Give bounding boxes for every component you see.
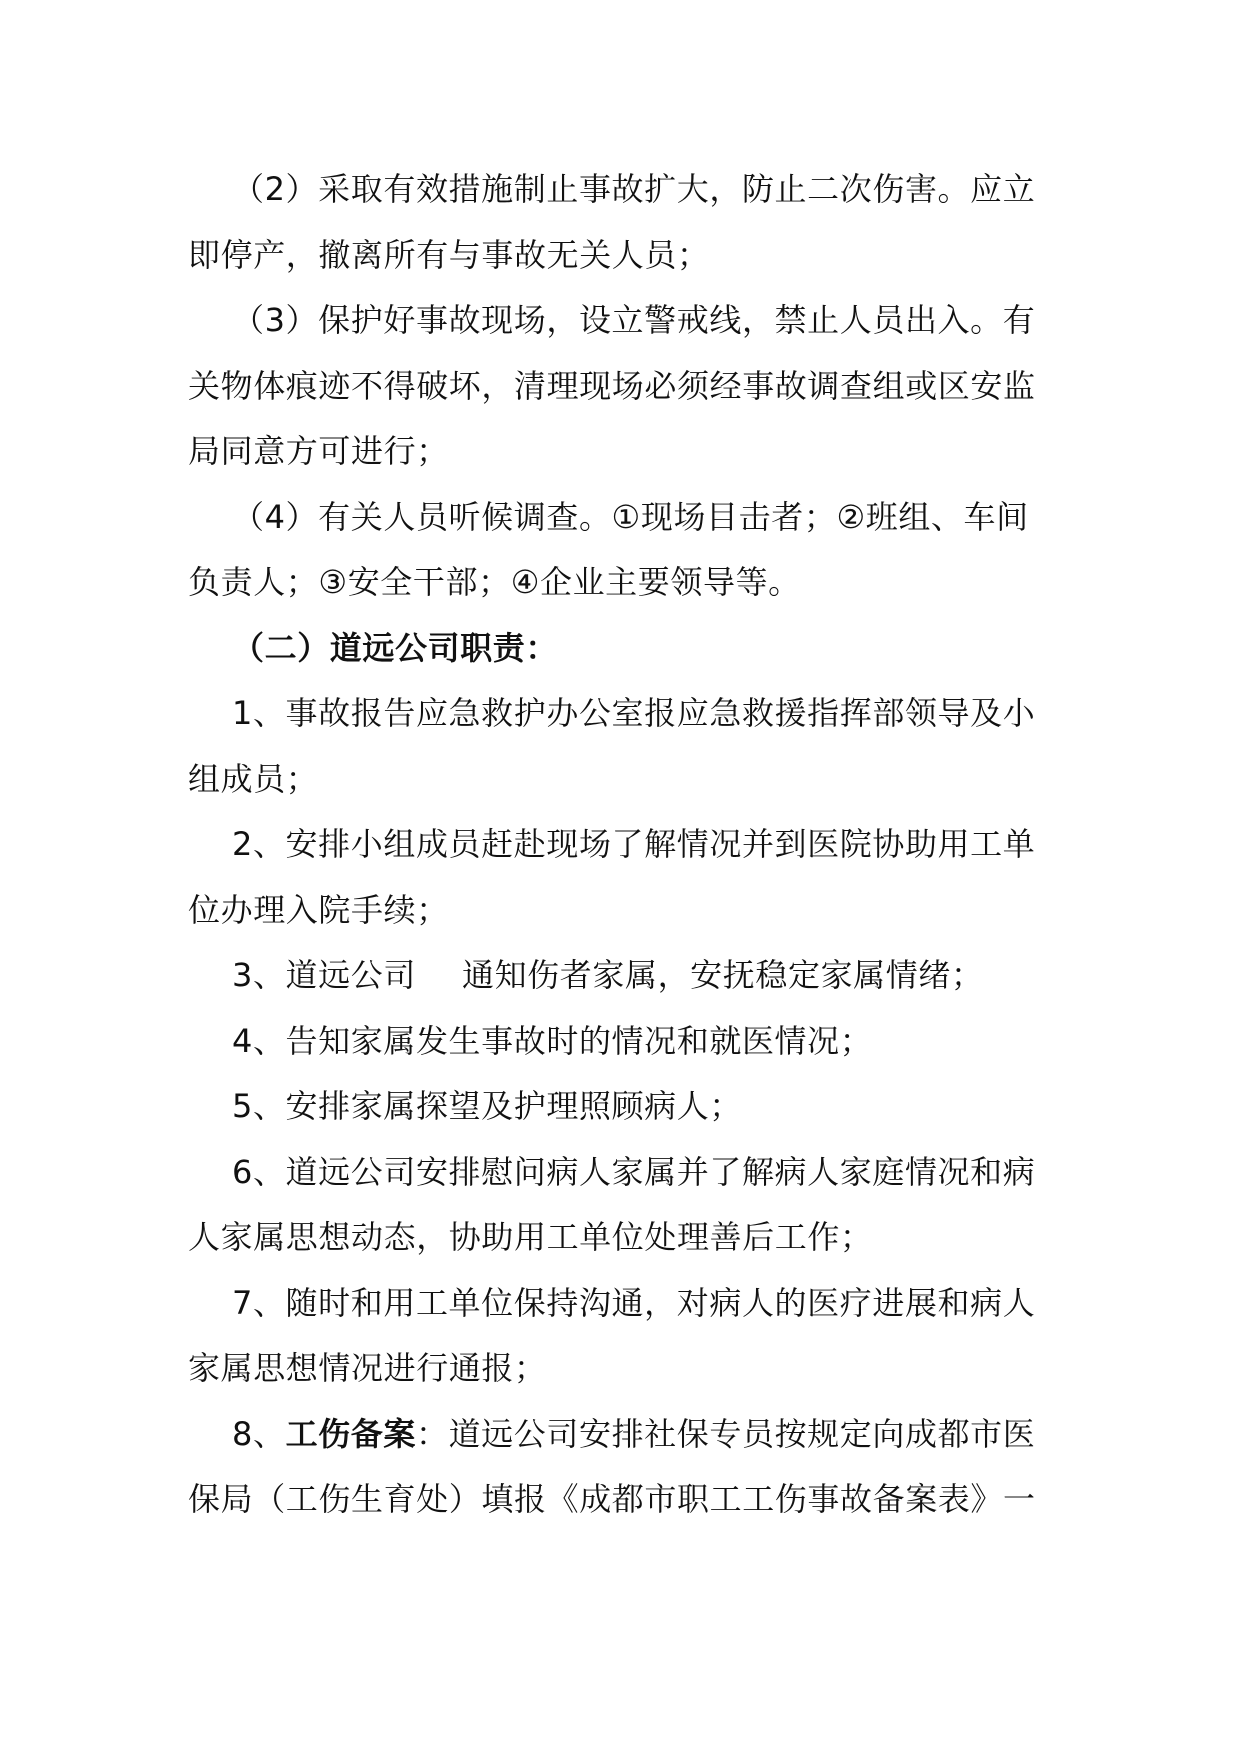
duty-item-8-rest: ：道远公司安排社保专员按规定向成都市医保局（工伤生育处）填报《成都市职工工伤事故备案表》一 — [188, 1414, 1036, 1518]
paragraph-item-2: （2）采取有效措施制止事故扩大，防止二次伤害。应立即停产，撤离所有与事故无关人员； — [188, 170, 1036, 274]
duty-item-3-pre: 3、道远公司 — [232, 956, 416, 994]
duty-item-3 — [188, 943, 1056, 1009]
duty-item-7: 7、随时和用工单位保持沟通，对病人的医疗进展和病人家属思想情况进行通报； — [188, 1283, 1036, 1387]
duty-item-1: 1、事故报告应急救护办公室报应急救援指挥部领导及小组成员； — [188, 694, 1036, 798]
duty-item-2: 2、安排小组成员赶赴现场了解情况并到医院协助用工单位办理入院手续； — [188, 825, 1036, 929]
document-body — [188, 157, 1056, 1533]
duty-item-6: 6、道远公司安排慰问病人家属并了解病人家庭情况和病人家属思想动态，协助用工单位处理善后工作； — [188, 1152, 1036, 1256]
duty-item-8 — [188, 1402, 1056, 1533]
paragraph-item-3: （3）保护好事故现场，设立警戒线，禁止人员出入。有关物体痕迹不得破坏，清理现场必须经事故调查组或区安监局同意方可进行； — [188, 301, 1036, 470]
duty-item-8-label: 工伤备案 — [285, 1414, 416, 1453]
section-heading: （二）道远公司职责： — [232, 628, 559, 667]
duty-item-5: 5、安排家属探望及护理照顾病人； — [232, 1087, 742, 1125]
duty-item-4: 4、告知家属发生事故时的情况和就医情况； — [232, 1021, 873, 1060]
duty-item-3-post: 通知伤者家属，安抚稳定家属情绪； — [461, 956, 984, 994]
paragraph-item-4: （4）有关人员听候调查。①现场目击者；②班组、车间负责人；③安全干部；④企业主要领导等。 — [188, 497, 1029, 601]
duty-item-8-number: 8、 — [232, 1414, 286, 1453]
